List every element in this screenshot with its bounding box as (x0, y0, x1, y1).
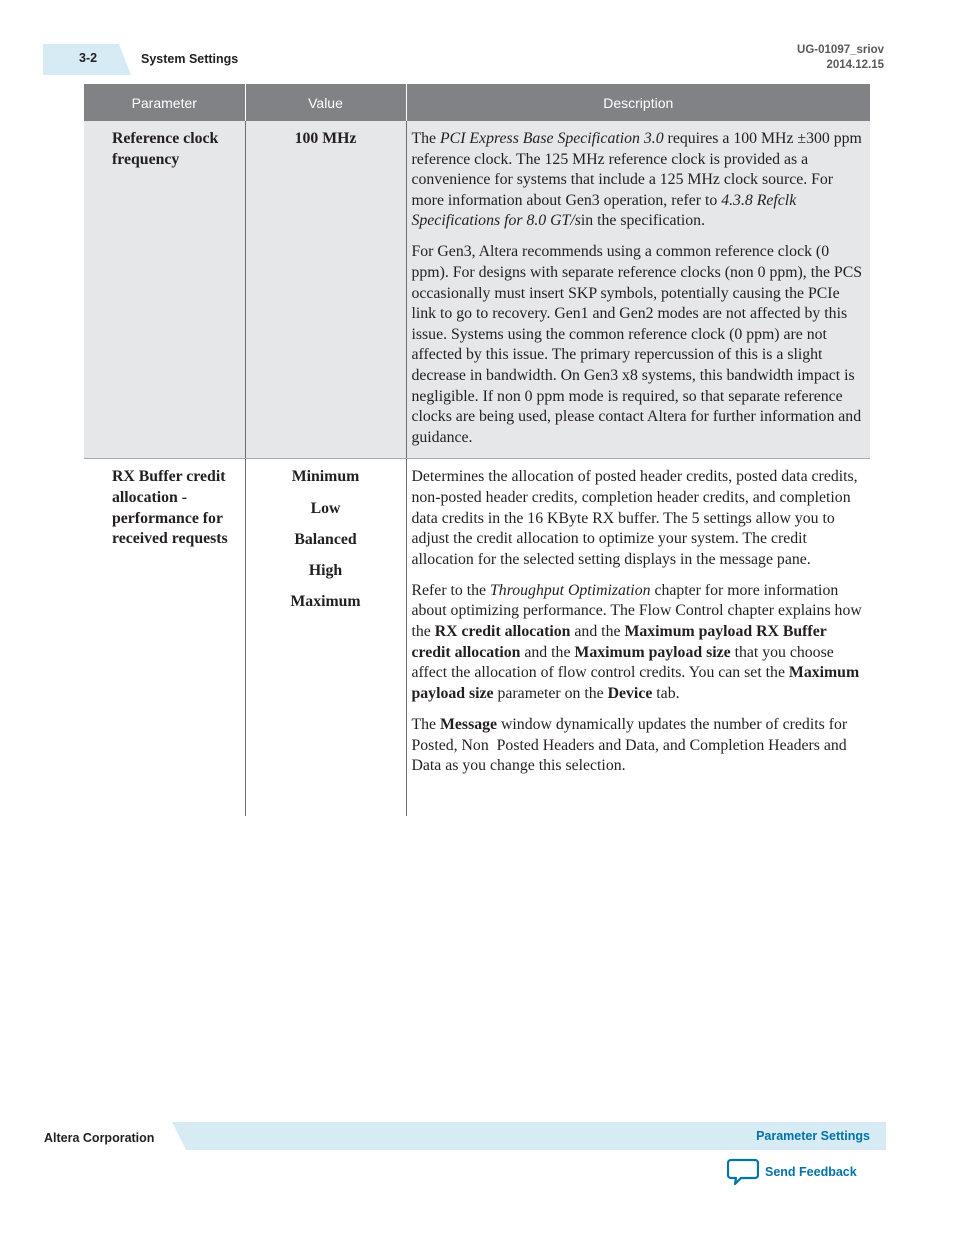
parameter-description (406, 121, 870, 459)
column-header-value: Value (245, 84, 406, 121)
value-option: Minimum (291, 468, 360, 486)
parameter-table (84, 84, 870, 816)
value-option: Balanced (294, 530, 357, 548)
doc-info (797, 43, 884, 73)
page-number: 3-2 (79, 51, 98, 65)
table-row-rx-buffer (84, 459, 870, 817)
table-header-row (84, 84, 870, 121)
section-title: System Settings (141, 52, 239, 66)
description-paragraph: For Gen3, Altera recommends using a common reference clock (0 ppm). For designs with separate reference clocks (non 0 ppm), the PCS occasionally must insert SKP symbols, potentially causing the PCIe link to go to recovery. Gen1 and Gen2 modes are not affected by this issue. Systems using the common reference clock (0 ppm) are not affected by this issue. The primary repercussion of this is a slight decrease in bandwidth. On Gen3 x8 systems, this bandwidth impact is negligible. If non 0 ppm mode is required, so that separate reference clocks are being used, please contact Altera for further information and guidance. (411, 243, 863, 446)
column-header-parameter: Parameter (84, 84, 245, 121)
value-option: High (308, 561, 343, 579)
company-name: Altera Corporation (44, 1131, 155, 1145)
parameter-description (406, 459, 870, 817)
table-row-reference-clock (84, 121, 870, 459)
value-option: Maximum (290, 592, 361, 610)
send-feedback-link[interactable] (727, 1158, 857, 1186)
description-paragraph: Refer to the Throughput Optimization chapter for more information about optimizing performance. The Flow Control chapter explains how the RX credit allocation and the Maximum payload RX Buffer credit allocation and the Maximum payload size that you choose affect the allocation of flow control credits. You can set the Maximum payload size parameter on the Device tab. (411, 581, 862, 702)
section-link[interactable]: Parameter Settings (756, 1129, 870, 1143)
doc-id: UG-01097_sriov (797, 44, 884, 56)
value-option: 100 MHz (294, 130, 357, 147)
column-header-description: Description (406, 84, 870, 121)
parameter-values (245, 121, 406, 459)
description-paragraph: The Message window dynamically updates the number of credits for Posted, Non Posted Headers and Data, and Completion Headers and Data as you change this selection. (411, 715, 848, 775)
send-feedback-label[interactable]: Send Feedback (765, 1165, 857, 1179)
description-paragraph: Determines the allocation of posted header credits, posted data credits, non-posted header credits, completion header credits, and completion data credits in the 16 KByte RX buffer. The 5 settings allow you to adjust the credit allocation to optimize your system. The credit allocation for the selected setting displays in the message pane. (411, 468, 858, 568)
description-paragraph: The PCI Express Base Specification 3.0 requires a 100 MHz ±300 ppm reference clock. The 125 MHz reference clock is provided as a convenience for systems that include a 125 MHz clock source. For more information about Gen3 operation, refer to 4.3.8 Refclk Specifications for 8.0 GT/sin the specification. (411, 130, 862, 230)
value-option: Low (310, 499, 341, 517)
parameter-values (245, 459, 406, 817)
speech-bubble-icon (727, 1158, 759, 1186)
doc-date: 2014.12.15 (826, 59, 884, 71)
parameter-name: RX Buffer credit allocation - performance for received requests (84, 459, 245, 817)
parameter-name: Reference clock frequency (84, 121, 245, 459)
